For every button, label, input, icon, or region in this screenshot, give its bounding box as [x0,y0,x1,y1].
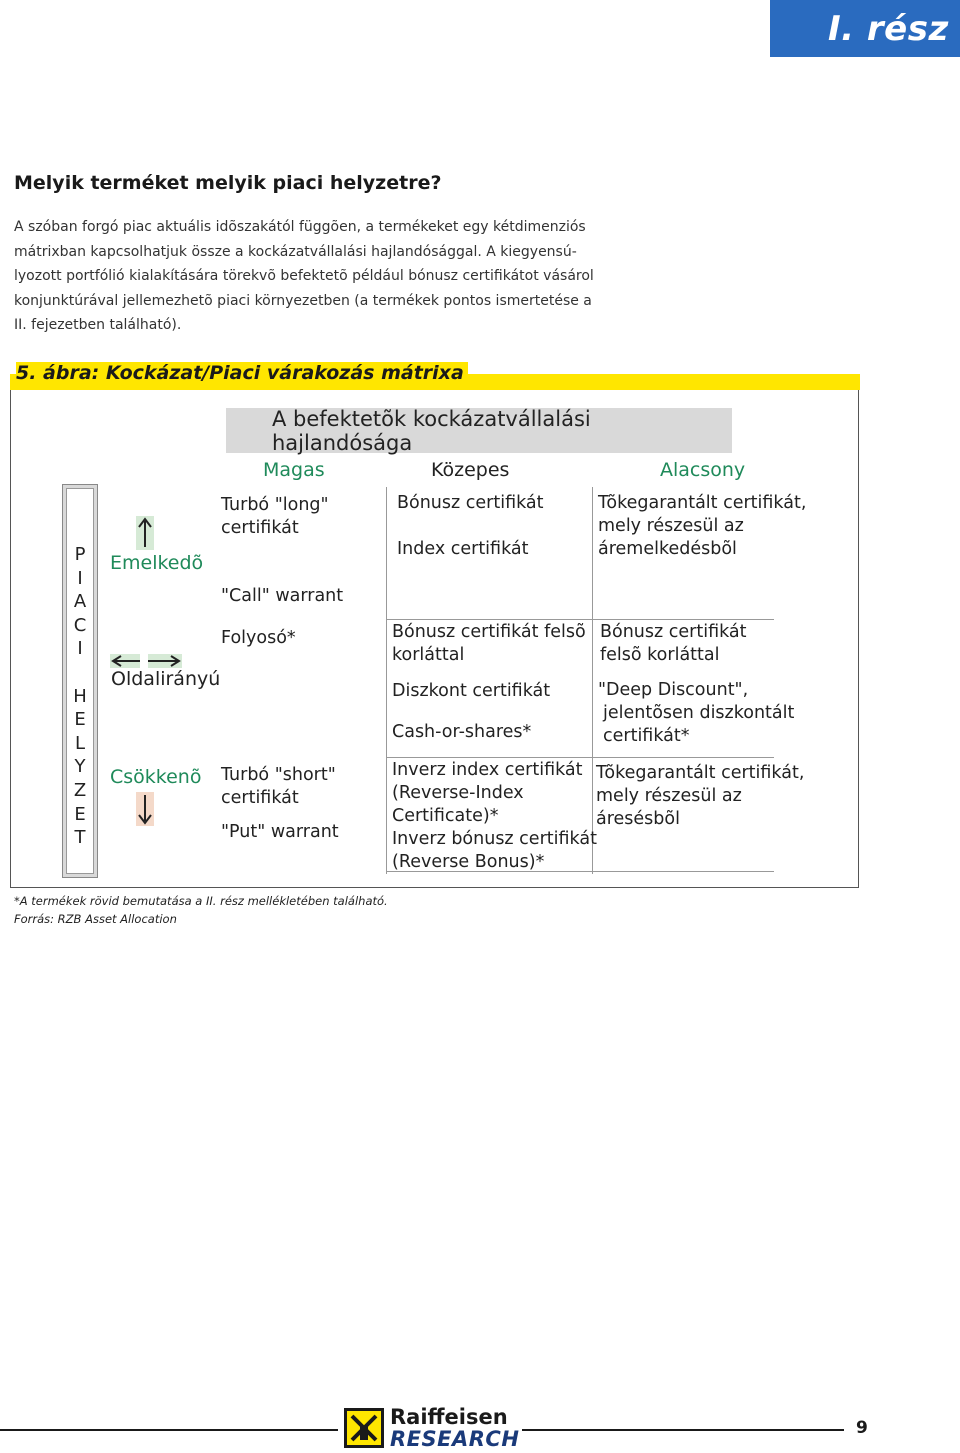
side-letter [66,661,94,685]
cell-line: jelentõsen diszkontált [603,703,795,723]
cell-line: áremelkedésbõl [598,539,737,559]
intro-line: lyozott portfólió kialakítására törekvõ befektetõ például bónusz certifikátot vásárol [14,268,594,284]
risk-appetite-header: A befektetõk kockázatvállalási hajlandósága [226,408,732,453]
cell-line: Tõkegarantált certifikát, [596,763,805,783]
cell-line: Folyosó* [221,628,296,648]
side-letter: E [74,803,86,825]
grid-divider [386,757,774,758]
cell-line: certifikát [221,518,299,538]
intro-paragraph [14,215,594,338]
cell-line: korláttal [392,645,465,665]
cell-line: Turbó "long" [221,495,329,515]
cell-line: mely részesül az [596,786,742,806]
source-note: Forrás: RZB Asset Allocation [14,912,177,926]
brand-line: Raiffeisen [390,1405,508,1429]
raiffeisen-logo-icon [344,1408,384,1448]
cell-line: áresésbõl [596,809,680,829]
footer-rule [522,1429,844,1431]
page-number: 9 [856,1418,868,1438]
cell-line: Inverz index certifikát [392,760,583,780]
cell-line: certifikát [221,788,299,808]
market-situation-label [66,543,94,850]
brand-line: RESEARCH [390,1427,520,1451]
side-letter: Z [73,779,87,801]
cell-rising-low [598,492,806,561]
cell-line: (Reverse Bonus)* [392,852,545,872]
cell-line: Diszkont certifikát [392,681,551,701]
cell-line: Certificate)* [392,806,499,826]
cell-line: Cash-or-shares* [392,722,532,742]
part-label: I. rész [770,0,960,57]
grid-divider [386,619,774,620]
side-letter: P [74,544,86,565]
cell-line: certifikát* [603,726,690,746]
cell-falling-high [221,764,336,810]
cell-sideways-medium-cash [392,721,531,744]
column-header-high: Magas [263,459,325,481]
row-label-rising: Emelkedõ [110,552,204,574]
cell-rising-high [221,494,329,540]
figure-title: 5. ábra: Kockázat/Piaci várakozás mátrixa [16,362,468,384]
arrow-sideways-icon [110,654,182,668]
row-label-falling: Csökkenõ [110,766,202,788]
side-letter: Y [74,756,86,778]
grid-divider [386,487,387,874]
cell-line: Bónusz certifikát [600,622,747,642]
cell-line: mely részesül az [598,516,744,536]
cell-sideways-medium-discount [392,680,550,703]
cell-falling-low [596,762,804,831]
side-letter: I [77,567,83,589]
intro-line: II. fejezetben található). [14,317,182,333]
cell-line: (Reverse-Index [392,783,524,803]
arrow-down-icon [136,792,154,826]
cell-sideways-low [600,621,747,667]
column-header-medium: Közepes [431,459,510,481]
cell-line: felsõ korláttal [600,645,720,665]
footer-rule [0,1429,338,1431]
side-letter: E [74,709,86,731]
side-letter: C [73,614,87,636]
cell-line: Inverz bónusz certifikát [392,829,597,849]
intro-line: A szóban forgó piac aktuális idõszakától függõen, a termékeket egy kétdimenziós [14,219,586,235]
cell-line: "Deep Discount", [598,680,749,700]
side-letter: I [77,638,83,660]
intro-line: konjunktúrával jellemezhetõ piaci környezetben (a termékek pontos ismertetése a [14,292,592,309]
arrow-up-icon [136,516,154,550]
intro-line: mátrixban kapcsolhatjuk össze a kockázatvállalási hajlandósággal. A kiegyensú- [14,243,577,260]
cell-rising-medium [397,492,544,515]
cell-line: "Put" warrant [221,822,339,842]
section-heading: Melyik terméket melyik piaci helyzetre? [14,172,442,194]
cell-falling-medium [392,759,597,874]
cell-line: "Call" warrant [221,586,344,606]
cell-line: Bónusz certifikát felsõ [392,622,586,642]
cell-line: Index certifikát [397,539,529,559]
cell-falling-high-put [221,821,339,844]
side-letter: T [74,827,86,849]
side-letter: H [73,685,87,707]
cell-sideways-high [221,627,296,650]
side-letter: L [74,732,86,754]
cell-line: Bónusz certifikát [397,493,544,513]
cell-rising-high-warrant [221,585,343,608]
side-letter: A [73,591,87,613]
cell-line: Turbó "short" [221,765,336,785]
cell-sideways-medium [392,621,586,667]
cell-line: Tõkegarantált certifikát, [598,493,807,513]
brand-name [390,1406,519,1450]
footnote: *A termékek rövid bemutatása a II. rész mellékletében található. [14,894,388,908]
row-label-sideways: Oldalirányú [111,668,221,690]
cell-rising-medium-index [397,538,528,561]
cell-sideways-low-deep [598,679,794,748]
column-header-low: Alacsony [660,459,746,481]
